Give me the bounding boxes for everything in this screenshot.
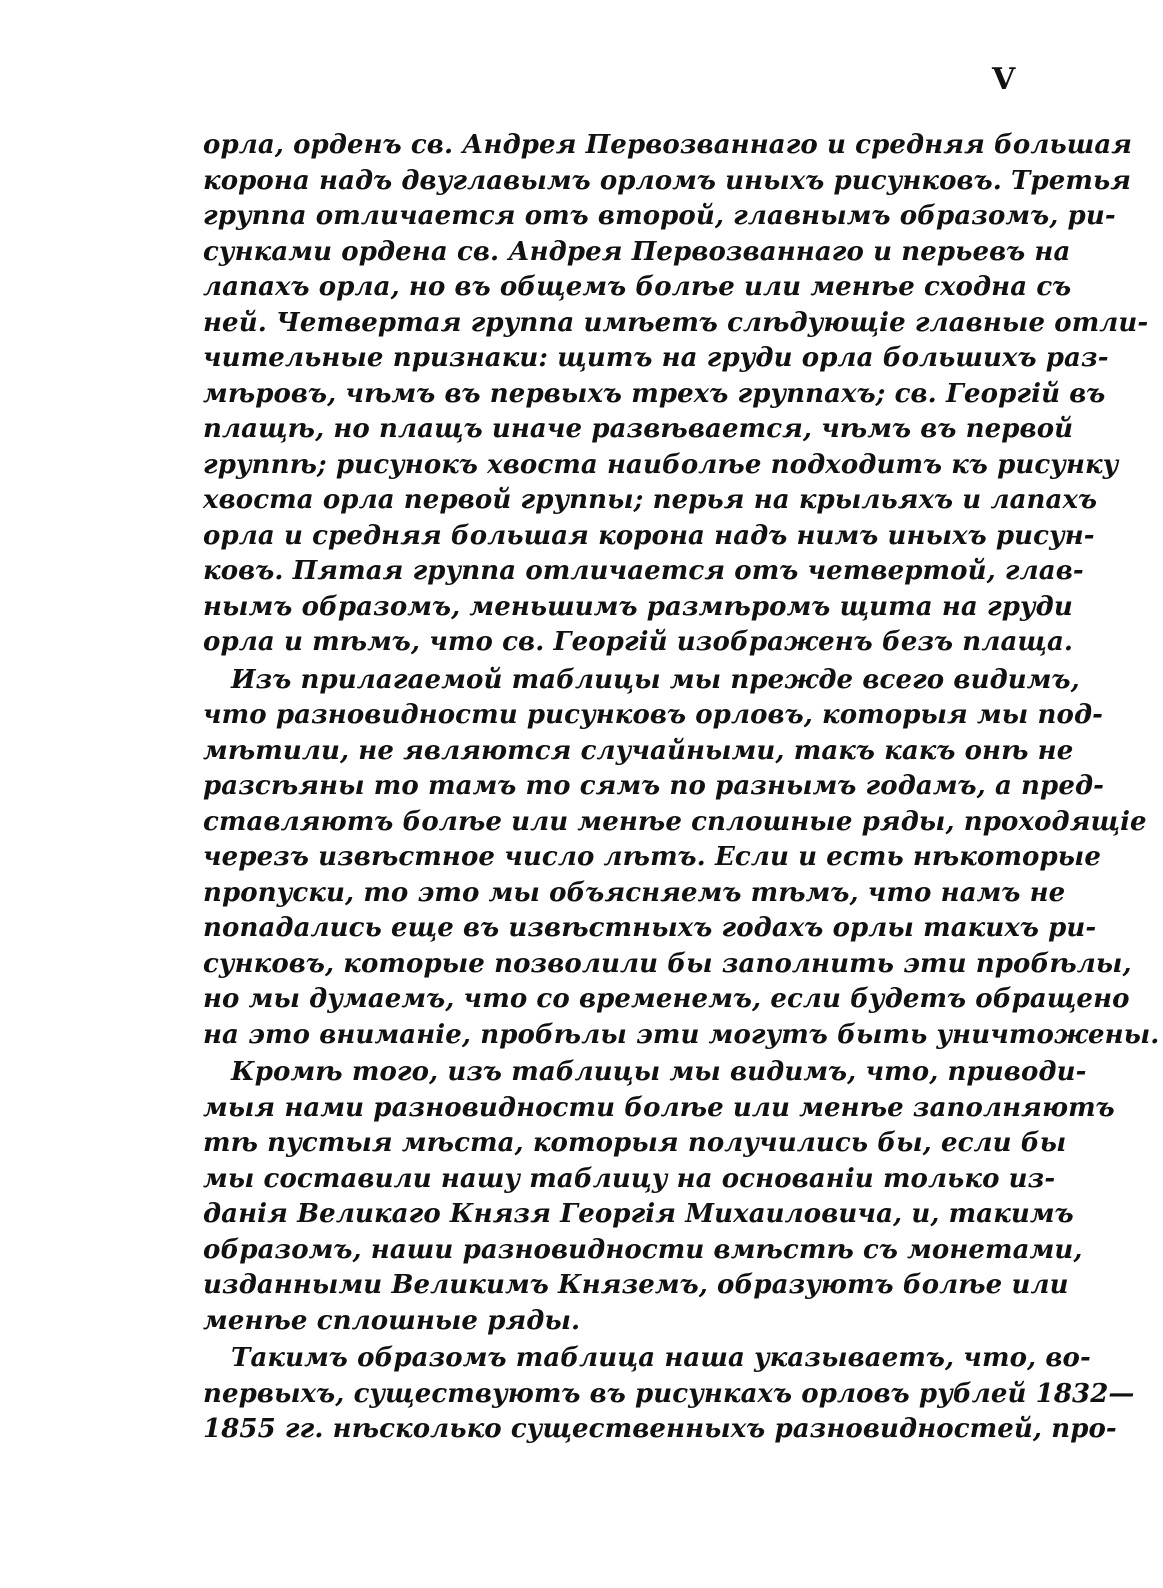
- text-line: мы составили нашу таблицу на основаніи только из-: [203, 1163, 1056, 1194]
- text-line: первыхъ, существуютъ въ рисункахъ орловъ рублей 1832—: [203, 1378, 1135, 1409]
- text-line: 1855 гг. нѣсколько существенныхъ разновидностей, про-: [203, 1414, 1117, 1444]
- text-line: хвоста орла первой группы; перья на крыльяхъ и лапахъ: [203, 485, 1098, 515]
- text-line: плащѣ, но плащъ иначе развѣвается, чѣмъ въ первой: [203, 414, 1074, 444]
- text-line: Кромѣ того, изъ таблицы мы видимъ, что, приводи-: [231, 1057, 1087, 1087]
- text-line: чительные признаки: щитъ на груди орла большихъ раз-: [203, 343, 1109, 373]
- paragraph-3: [203, 1055, 1115, 1339]
- text-line: группа отличается отъ второй, главнымъ образомъ, ри-: [203, 201, 1116, 231]
- text-line: нымъ образомъ, меньшимъ размѣромъ щита на груди: [203, 591, 1073, 622]
- text-line: корона надъ двуглавымъ орломъ иныхъ рисунковъ. Третья: [203, 165, 1132, 196]
- text-line: мѣтили, не являются случайными, такъ какъ онѣ не: [203, 735, 1074, 766]
- text-line: группѣ; рисунокъ хвоста наиболѣе подходитъ къ рисунку: [203, 449, 1119, 480]
- text-line: орла и средняя большая корона надъ нимъ иныхъ рисун-: [203, 520, 1095, 551]
- text-line: Изъ прилагаемой таблицы мы прежде всего видимъ,: [231, 664, 1080, 695]
- text-line: ковъ. Пятая группа отличается отъ четвертой, глав-: [203, 556, 1084, 586]
- text-line: черезъ извѣстное число лѣтъ. Если и есть нѣкоторые: [203, 842, 1101, 872]
- text-line: данія Великаго Князя Георгія Михаиловича, и, такимъ: [203, 1199, 1074, 1229]
- text-line: но мы думаемъ, что со временемъ, если будетъ обращено: [203, 984, 1130, 1014]
- text-line: орла и тѣмъ, что св. Георгій изображенъ безъ плаща.: [203, 627, 1074, 657]
- text-line: Такимъ образомъ таблица наша указываетъ, что, во-: [231, 1343, 1091, 1373]
- text-line: попадались еще въ извѣстныхъ годахъ орлы такихъ ри-: [203, 913, 1097, 943]
- text-line: лапахъ орла, но въ общемъ болѣе или менѣе сходна съ: [203, 272, 1072, 302]
- text-line: образомъ, наши разновидности вмѣстѣ съ монетами,: [203, 1234, 1083, 1265]
- text-line: сунковъ, которые позволили бы заполнить эти пробѣлы,: [203, 948, 1132, 979]
- text-line: что разновидности рисунковъ орловъ, которыя мы под-: [203, 700, 1104, 730]
- text-line: мѣровъ, чѣмъ въ первыхъ трехъ группахъ; св. Георгій въ: [203, 378, 1106, 409]
- text-line: менѣе сплошные ряды.: [203, 1305, 581, 1336]
- text-line: орла, орденъ св. Андрея Первозваннаго и средняя большая: [203, 130, 1133, 160]
- body-text: [203, 128, 1160, 1448]
- text-line: пропуски, то это мы объясняемъ тѣмъ, что намъ не: [203, 877, 1066, 908]
- paragraph-4: [203, 1341, 1135, 1448]
- text-line: ней. Четвертая группа имѣетъ слѣдующіе главные отли-: [203, 307, 1149, 338]
- text-line: разсѣяны то тамъ то сямъ по разнымъ годамъ, а пред-: [203, 771, 1105, 801]
- text-line: изданными Великимъ Княземъ, образуютъ болѣе или: [203, 1270, 1069, 1300]
- text-line: мыя нами разновидности болѣе или менѣе заполняютъ: [203, 1092, 1115, 1123]
- paragraph-1: [203, 128, 1149, 661]
- page-number: V: [992, 62, 1016, 97]
- text-line: ставляютъ болѣе или менѣе сплошные ряды, проходящіе: [203, 806, 1147, 837]
- paragraph-2: [203, 663, 1160, 1054]
- text-line: сунками ордена св. Андрея Первозваннаго и перьевъ на: [203, 236, 1071, 267]
- text-line: на это вниманіе, пробѣлы эти могутъ быть уничтожены.: [203, 1019, 1160, 1050]
- text-line: тѣ пустыя мѣста, которыя получились бы, если бы: [203, 1128, 1067, 1158]
